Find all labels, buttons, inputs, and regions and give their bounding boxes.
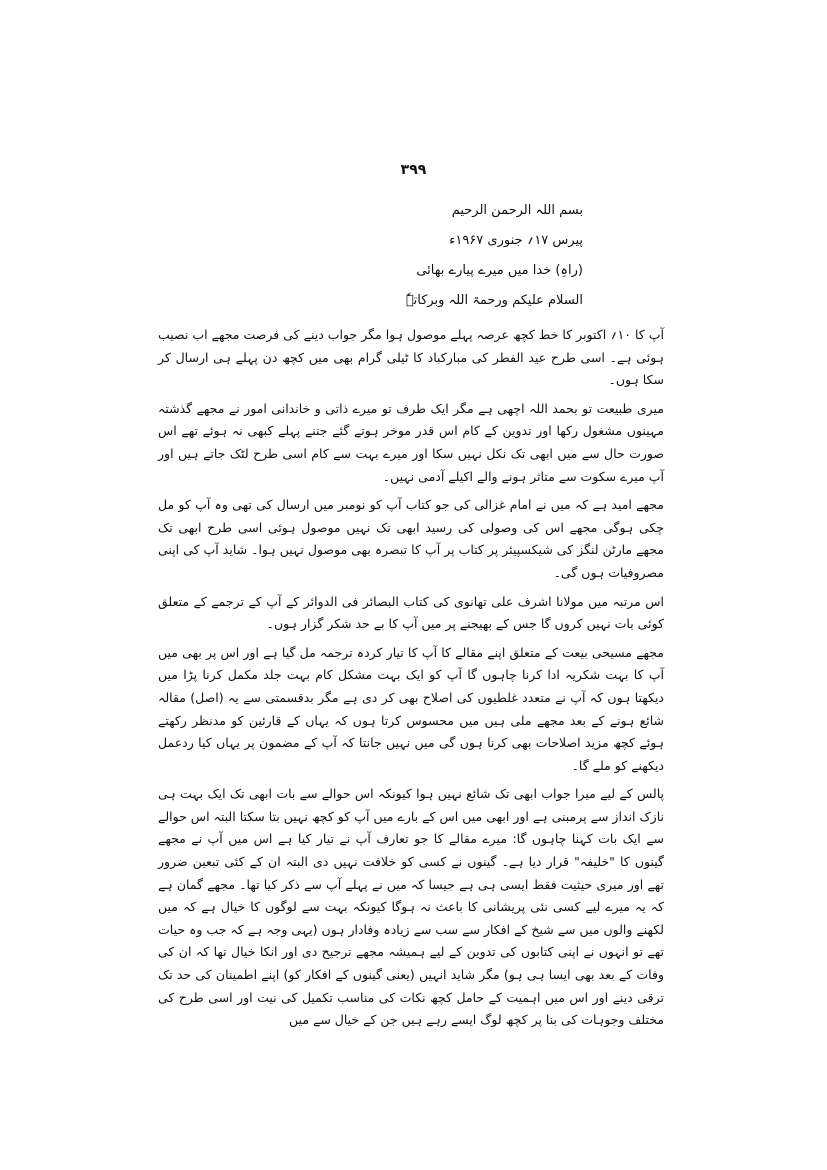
paragraph: میری طبیعت تو بحمد اللہ اچھی ہے مگر ایک طرف تو میرے ذاتی و خاندانی امور نے مجھے گذشتہ مہینوں مشغول رکھا اور تدوین کے کام اس قدر موخر ہوتے گئے جتنے پہلے کبھی نہ ہوئے تھے اس صورت حال سے میں ابھی تک نکل نہیں سکا اور میرے بہت سے کام اسی طرح لٹک جاتے ہیں اور آپ میرے سکوت سے متاثر ہونے والے اکیلے آدمی نہیں۔ [158, 400, 664, 484]
salutation-line: (راہِ) خدا میں میرے پیارے بھائی [416, 263, 583, 278]
paragraph: مجھے مسیحی بیعت کے متعلق اپنے مقالے کا آپ کا تیار کردہ ترجمہ مل گیا ہے اور اس پر بھی میں آپ کا بہت شکریہ ادا کرنا چاہوں گا آپ کو ایک بہت مشکل کام بہت جلد مکمل کرنا پڑا میں دیکھتا ہوں کہ آپ نے متعدد غلطیوں کی اصلاح بھی کر دی ہے مگر بدقسمتی سے یہ (اصل) مقالہ شائع ہونے کے بعد مجھے ملی ہیں میں محسوس کرتا ہوں کہ یہاں کے قارئین کو مدنظر رکھتے ہوئے کچھ مزید اصلاحات بھی کرنا ہوں گی میں نہیں جانتا کہ آپ کے مضمون پر یہاں کیا ردعمل دیکھنے کو ملے گا۔ [158, 644, 664, 773]
page-number: ۳۹۹ [400, 162, 427, 178]
place-date-line: پیرس ۱۷؍ جنوری ۱۹۶۷ء [449, 233, 583, 248]
paragraph: آپ کا ۱۰؍ اکتوبر کا خط کچھ عرصہ پہلے موصول ہوا مگر جواب دینے کی فرصت مجھے اب نصیب ہوئی ہے۔ اسی طرح عید الفطر کی مبارکباد کا ٹیلی گرام بھی میں کچھ دن پہلے ہی ارسال کر سکا ہوں۔ [158, 327, 665, 388]
bismillah-line: بسم اللہ الرحمن الرحیم [451, 203, 583, 218]
letter-header [283, 196, 583, 316]
paragraph: مجھے امید ہے کہ میں نے امام غزالی کی جو کتاب آپ کو نومبر میں ارسال کی تھی وہ آپ کو مل چکی ہوگی مجھے اس کی وصولی کی رسید ابھی تک نہیں موصول ہوئی اسی طرح ابھی تک مجھے مارٹن لنگز کی شیکسپیئر پر کتاب پر آپ کا تبصرہ بھی موصول نہیں ہوا۔ شاید آپ کی اپنی مصروفیات ہوں گی۔ [158, 497, 664, 580]
greeting-line: السلام علیکم ورحمۃ اللہ وبرکاتہٗ [405, 293, 583, 308]
paragraph: اس مرتبہ میں مولانا اشرف علی تھانوی کی کتاب البصائر فی الدوائر کے آپ کے ترجمے کے متعلق کوئی بات نہیں کروں گا جس کے بھیجنے پر میں آپ کا بے حد شکر گزار ہوں۔ [158, 593, 664, 632]
letter-body [158, 324, 664, 1038]
paragraph: پالس کے لیے میرا جواب ابھی تک شائع نہیں ہوا کیونکہ اس حوالے سے بات ابھی تک ایک بہت ہی نازک انداز سے پرمبنی ہے اور ابھی میں اس کے بارے میں آپ کو کچھ نہیں بتا سکتا البتہ اس حوالے سے ایک بات کہنا چاہوں گا: میرے مقالے کا جو تعارف آپ نے تیار کیا ہے اس میں آپ نے مجھے گینوں کا "خلیفہ" قرار دیا ہے۔ گینوں نے کسی کو خلافت نہیں دی البتہ ان کے کئی تبعین ضرور تھے اور میری حیثیت فقط ایسی ہی ہے جیسا کہ میں نے پہلے آپ سے ذکر کیا تھا۔ مجھے گمان ہے کہ یہ میرے لیے کسی نئی پریشانی کا باعث نہ ہوگا کیونکہ بہت سے لوگوں کا خیال ہے کہ میں لکھنے والوں میں سے شیخ کے افکار سے سب سے زیادہ وفادار ہوں (یہی وجہ ہے کہ جب وہ حیات تھے تو انہوں نے اپنی کتابوں کی تدوین کے لیے ہمیشہ مجھے ترجیح دی اور انکا خیال تھا کہ ان کی وفات کے بعد بھی ایسا ہی ہو) مگر شاید انہیں (یعنی گینوں کے افکار کو) اپنے اطمینان کی حد تک ترقی دینے اور اس میں اہمیت کے حامل کچھ نکات کی مناسب تکمیل کی نیت اور اسی طرح کی مختلف وجوہات کی بنا پر کچھ لوگ ایسے رہے ہیں جن کے خیال سے میں [158, 786, 664, 1028]
